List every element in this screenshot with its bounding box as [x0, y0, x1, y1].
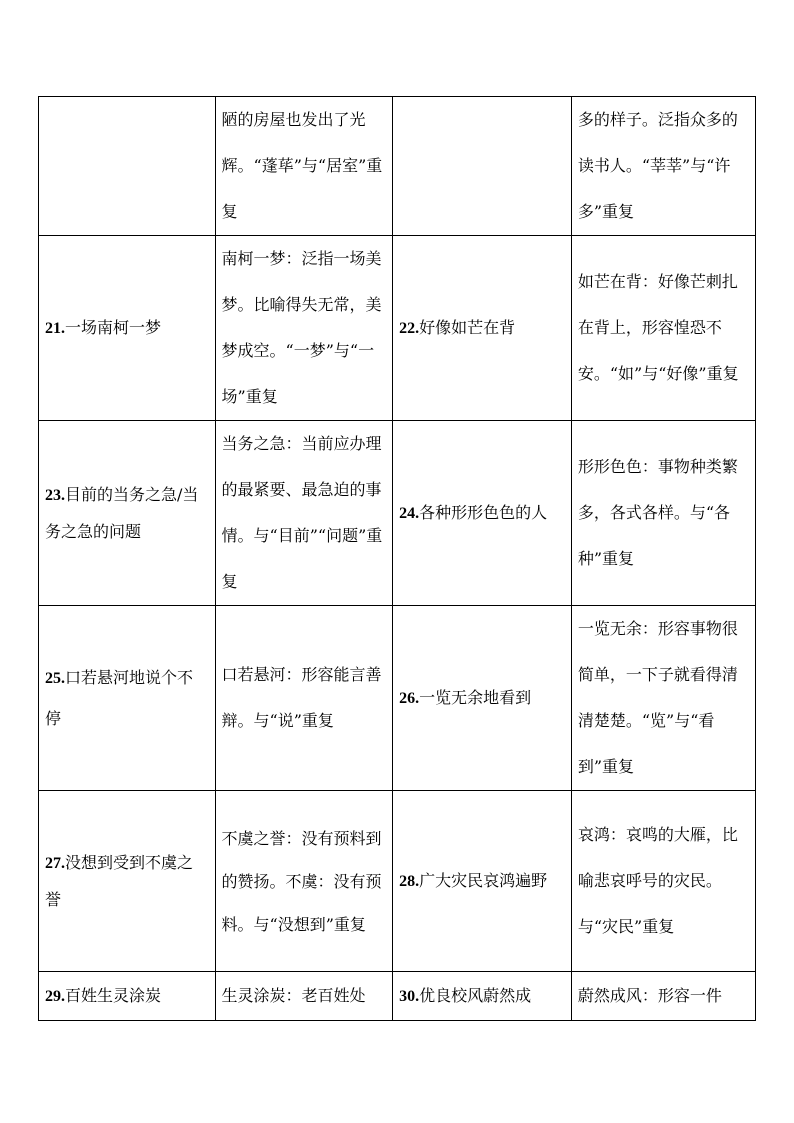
left-desc-cell: 陋的房屋也发出了光辉。“蓬荜”与“居室”重复: [215, 97, 393, 236]
left-term-cell: [39, 791, 216, 972]
right-desc-cell: 多的样子。泛指众多的读书人。“莘莘”与“许多”重复: [571, 97, 755, 236]
item-phrase: 好像如芒在背: [419, 317, 516, 337]
left-desc-cell: 生灵涂炭：老百姓处: [215, 972, 393, 1021]
item-phrase: 优良校风蔚然成: [419, 985, 532, 1005]
item-number: 27.: [45, 854, 65, 872]
item-phrase: 一览无余地看到: [419, 687, 532, 707]
table-row: [39, 236, 756, 421]
left-term-cell: [39, 972, 216, 1021]
left-desc-cell: 口若悬河：形容能言善辩。与“说”重复: [215, 606, 393, 791]
right-desc-cell: 形形色色：事物种类繁多，各式各样。与“各种”重复: [571, 421, 755, 606]
table-row: [39, 421, 756, 606]
right-term-cell: [393, 606, 572, 791]
item-number: 25.: [45, 669, 65, 687]
item-phrase: 一场南柯一梦: [65, 317, 162, 337]
right-desc-cell: 一览无余：形容事物很简单，一下子就看得清清楚楚。“览”与“看到”重复: [571, 606, 755, 791]
idiom-redundancy-table: [38, 96, 756, 1021]
right-term-cell: [393, 972, 572, 1021]
table-row: [39, 791, 756, 972]
item-number: 24.: [399, 504, 420, 522]
right-term-cell: [393, 791, 572, 972]
item-number: 29.: [45, 987, 65, 1005]
item-number: 23.: [45, 486, 65, 504]
item-phrase: 没想到受到不虞之誉: [45, 852, 194, 909]
item-phrase: 目前的当务之急/当务之急的问题: [45, 484, 199, 541]
item-phrase: 百姓生灵涂炭: [65, 985, 162, 1005]
right-term-cell: [393, 236, 572, 421]
item-phrase: 口若悬河地说个不停: [45, 667, 194, 728]
left-term-cell: [39, 236, 216, 421]
left-desc-cell: 不虞之誉：没有预料到的赞扬。不虞：没有预料。与“没想到”重复: [215, 791, 393, 972]
left-term-cell: [39, 97, 216, 236]
table-row: [39, 606, 756, 791]
right-desc-cell: 如芒在背：好像芒刺扎在背上，形容惶恐不安。“如”与“好像”重复: [571, 236, 755, 421]
table-row: [39, 972, 756, 1021]
item-number: 26.: [399, 689, 420, 707]
item-number: 30.: [399, 987, 420, 1005]
left-desc-cell: 南柯一梦：泛指一场美梦。比喻得失无常，美梦成空。“一梦”与“一场”重复: [215, 236, 393, 421]
left-desc-cell: 当务之急：当前应办理的最紧要、最急迫的事情。与“目前”“问题”重复: [215, 421, 393, 606]
item-phrase: 各种形形色色的人: [419, 502, 548, 522]
item-phrase: 广大灾民哀鸿遍野: [419, 870, 548, 890]
item-number: 21.: [45, 319, 65, 337]
left-term-cell: [39, 421, 216, 606]
item-number: 22.: [399, 319, 420, 337]
right-desc-cell: 哀鸿：哀鸣的大雁，比喻悲哀呼号的灾民。与“灾民”重复: [571, 791, 755, 972]
right-term-cell: [393, 421, 572, 606]
table-row: [39, 97, 756, 236]
right-term-cell: [393, 97, 572, 236]
right-desc-cell: 蔚然成风：形容一件: [571, 972, 755, 1021]
item-number: 28.: [399, 872, 420, 890]
left-term-cell: [39, 606, 216, 791]
